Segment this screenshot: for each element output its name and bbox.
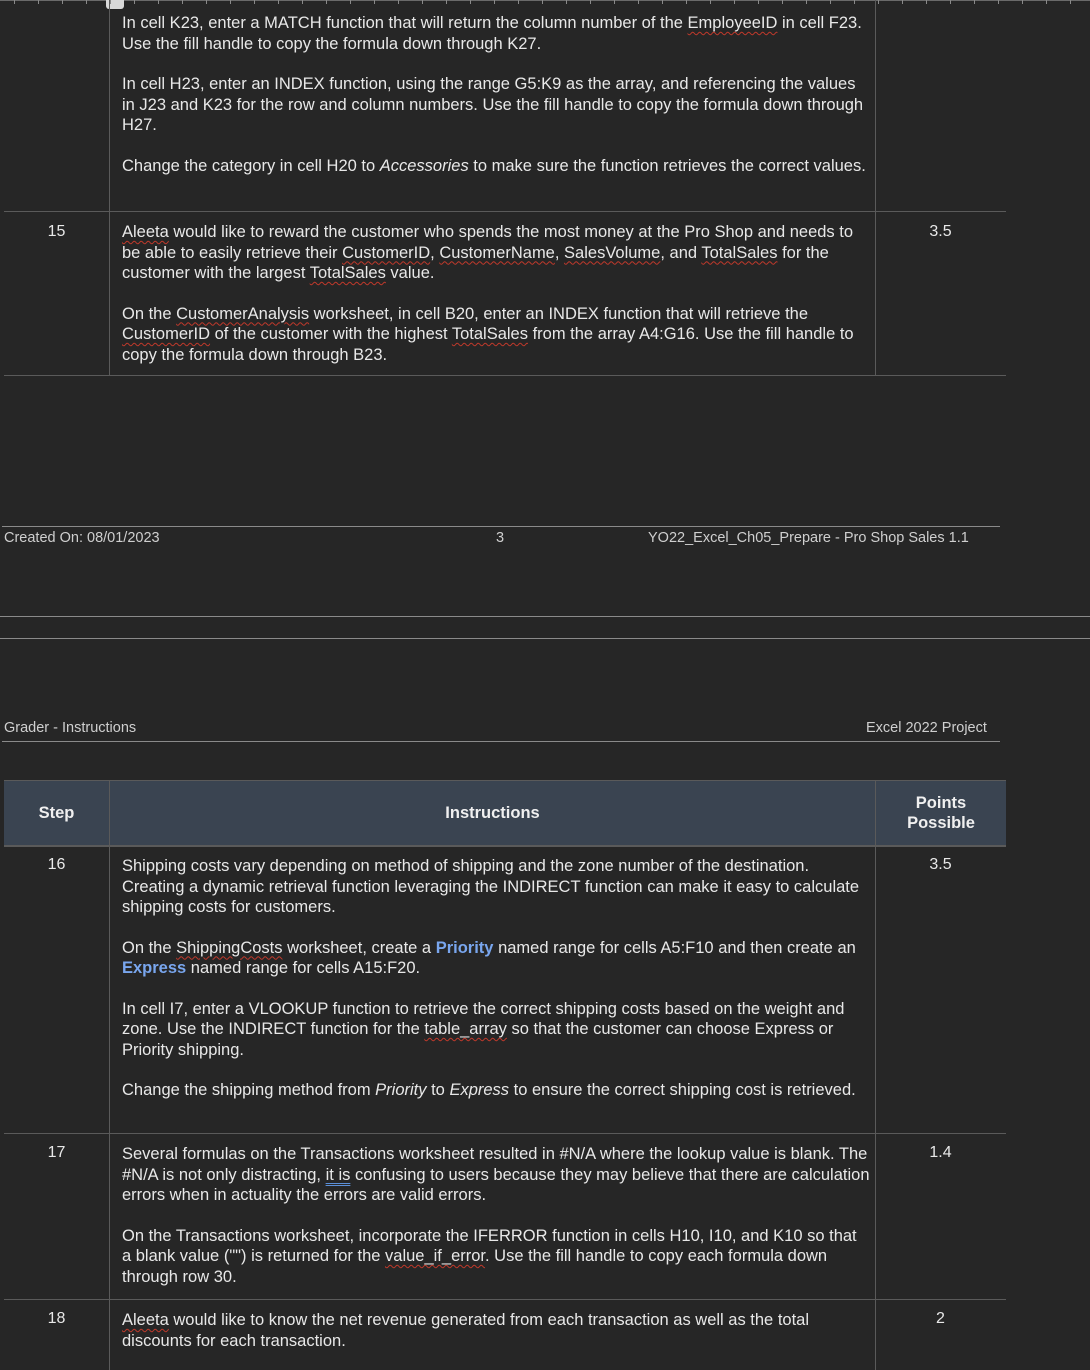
header-left: Grader - Instructions [4, 720, 137, 736]
instruction-paragraph: On the Transactions worksheet, incorporate the IFERROR function in cells H10, I10, and K10 so that a blank value ("") is returned for the value_if_error. Use the fill handle to copy each formula down through row 30. [122, 1226, 857, 1286]
step-number: 16 [47, 856, 66, 873]
column-divider [109, 1134, 110, 1299]
column-divider [109, 0, 110, 211]
instructions-cell [122, 222, 870, 365]
column-header-step: Step [38, 804, 75, 822]
column-divider [875, 0, 876, 211]
header-rule [2, 741, 1000, 742]
instructions-cell [122, 856, 870, 1101]
page-break-line [0, 616, 1090, 617]
instruction-paragraph: Aleeta would like to reward the customer who spends the most money at the Pro Shop and needs to be able to easily retrieve their CustomerID, CustomerName, SalesVolume, and TotalSales for the customer with the largest TotalSales value. [122, 223, 854, 282]
points-header-line1: Points [915, 794, 967, 812]
instruction-paragraph: In cell I7, enter a VLOOKUP function to retrieve the correct shipping costs based on the weight and zone. Use the INDIRECT function for the table_array so that the customer can choose Express or Priority shipping. [122, 999, 845, 1059]
column-divider [109, 211, 110, 375]
footer-document-name: YO22_Excel_Ch05_Prepare - Pro Shop Sales 1.1 [648, 530, 969, 546]
table-header-row [4, 780, 1006, 847]
instruction-paragraph: In cell H23, enter an INDEX function, using the range G5:K9 as the array, and referencing the values in J23 and K23 for the row and column numbers. Use the fill handle to copy the formula down through H27. [122, 75, 864, 134]
instruction-paragraph: Shipping costs vary depending on method of shipping and the zone number of the destination. Creating a dynamic retrieval function leveraging the INDIRECT function can make it easy to calculate shipping costs for customers. [122, 857, 860, 916]
page-break-line [0, 638, 1090, 639]
step-number: 15 [47, 223, 66, 240]
instructions-cell [122, 13, 870, 176]
instruction-paragraph: In cell K23, enter a MATCH function that will return the column number of the EmployeeID in cell F23. Use the fill handle to copy the formula down through K27. [122, 14, 862, 53]
footer-rule [2, 526, 1000, 527]
column-header-points [876, 781, 1006, 845]
instruction-paragraph: Change the shipping method from Priority to Express to ensure the correct shipping cost is retrieved. [122, 1081, 856, 1099]
instructions-cell [122, 1310, 870, 1351]
points-value: 3.5 [929, 223, 952, 240]
points-header-line2: Possible [907, 814, 975, 832]
column-header-instructions: Instructions [445, 804, 540, 822]
ruler-tick [1046, 0, 1047, 4]
ruler-tick [1022, 0, 1023, 4]
instruction-paragraph: On the CustomerAnalysis worksheet, in cell B20, enter an INDEX function that will retrieve the CustomerID of the customer with the highest TotalSales from the array A4:G16. Use the fill handle to copy the formula down through B23. [122, 304, 854, 364]
table-row-continued [4, 0, 1006, 212]
points-value: 2 [936, 1310, 945, 1327]
table-row-step-17 [4, 1134, 1006, 1300]
table-row-step-15 [4, 211, 1006, 376]
header-right: Excel 2022 Project [866, 720, 987, 736]
instruction-paragraph: Aleeta would like to know the net revenue generated from each transaction as well as the total discounts for each transaction. [122, 1311, 810, 1350]
step-number: 17 [47, 1144, 66, 1161]
column-divider [875, 846, 876, 1133]
step-number: 18 [47, 1310, 66, 1327]
ruler-tick [1070, 0, 1071, 4]
instructions-cell [122, 1144, 870, 1287]
footer-created-on: Created On: 08/01/2023 [4, 530, 160, 546]
points-value: 1.4 [929, 1144, 952, 1161]
footer-page-number: 3 [496, 530, 505, 546]
instruction-paragraph: On the ShippingCosts worksheet, create a Priority named range for cells A5:F10 and then create an Express named range for cells A15:F20. [122, 938, 856, 977]
instruction-paragraph: Several formulas on the Transactions worksheet resulted in #N/A where the lookup value is blank. The #N/A is not only distracting, it is confusing to users because they may believe that there are calculation errors when in actuality the errors are valid errors. [122, 1145, 870, 1204]
points-value: 3.5 [929, 856, 952, 873]
instruction-paragraph: Change the category in cell H20 to Accessories to make sure the function retrieves the correct values. [122, 156, 866, 175]
table-row-step-16 [4, 846, 1006, 1134]
column-divider [109, 846, 110, 1133]
